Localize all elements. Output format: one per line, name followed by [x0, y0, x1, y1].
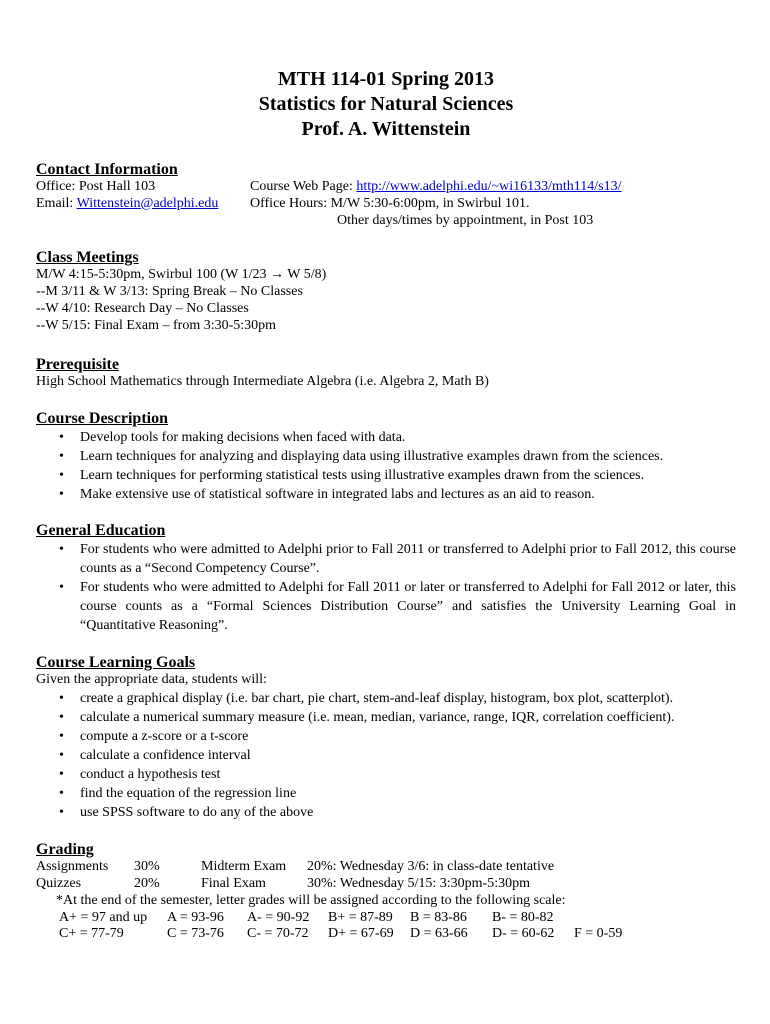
table-cell: [574, 910, 622, 927]
list-item: • calculate a confidence interval: [80, 746, 736, 765]
list-item: • calculate a numerical summary measure (i.e. mean, median, variance, range, IQR, correlation coefficient).: [80, 708, 736, 727]
course-web-link[interactable]: http://www.adelphi.edu/~wi16133/mth114/s13/: [356, 179, 622, 194]
table-row: [36, 859, 554, 876]
list-item: • Learn techniques for performing statistical tests using illustrative examples drawn from the sciences.: [80, 466, 736, 485]
meeting-line: --M 3/11 & W 3/13: Spring Break – No Classes: [36, 284, 303, 300]
table-row: [59, 910, 622, 927]
table-cell: 30%: [134, 859, 160, 875]
table-cell: F = 0-59: [574, 926, 623, 942]
table-cell: 30%: Wednesday 5/15: 3:30pm-5:30pm: [307, 875, 530, 891]
professor-title: Prof. A. Wittenstein: [301, 118, 471, 140]
list-item: • Make extensive use of statistical software in integrated labs and lectures as an aid to reason.: [80, 485, 736, 504]
grading-heading: Grading: [36, 841, 94, 859]
list-item: • use SPSS software to do any of the above: [80, 803, 736, 822]
web-label: Course Web Page:: [250, 179, 357, 194]
goals-heading: Course Learning Goals: [36, 654, 196, 672]
description-section: [36, 409, 736, 504]
meetings-section: [36, 248, 736, 334]
list-item: • conduct a hypothesis test: [80, 765, 736, 784]
table-cell: 20%: [134, 875, 160, 891]
table-cell: Quizzes: [36, 875, 82, 891]
gen-ed-heading: General Education: [36, 522, 166, 540]
table-cell: Midterm Exam: [201, 859, 287, 875]
list-item: • compute a z-score or a t-score: [80, 727, 736, 746]
table-cell: 20%: Wednesday 3/6: in class-date tentative: [307, 859, 555, 875]
web-page-line: [250, 179, 621, 196]
goals-section: [36, 653, 736, 822]
table-row: [59, 926, 622, 943]
table-cell: Final Exam: [201, 875, 266, 891]
table-cell: D = 63-66: [410, 926, 468, 942]
other-hours-text: Other days/times by appointment, in Post 103: [337, 212, 594, 228]
prerequisite-heading: Prerequisite: [36, 355, 119, 373]
table-cell: B- = 80-82: [492, 909, 554, 925]
table-cell: D- = 60-62: [492, 926, 555, 942]
syllabus-page: [36, 0, 736, 943]
table-cell: D+ = 67-69: [328, 926, 394, 942]
gen-ed-section: [36, 521, 736, 635]
email-line: [36, 196, 250, 213]
list-item: • find the equation of the regression line: [80, 784, 736, 803]
goals-intro: Given the appropriate data, students will:: [36, 672, 267, 688]
table-cell: A- = 90-92: [247, 909, 310, 925]
email-link[interactable]: Wittenstein@adelphi.edu: [76, 195, 219, 211]
description-heading: Course Description: [36, 410, 168, 428]
list-item: • Learn techniques for analyzing and displaying data using illustrative examples drawn from the sciences.: [80, 447, 736, 466]
office-text: Office: Post Hall 103: [36, 179, 156, 194]
table-cell: C = 73-76: [167, 926, 224, 942]
contact-section: [36, 160, 736, 229]
table-cell: C+ = 77-79: [59, 926, 124, 942]
document-title: [36, 67, 736, 142]
contact-heading: Contact Information: [36, 161, 178, 178]
email-label: Email:: [36, 195, 77, 211]
grading-note: *At the end of the semester, letter grades will be assigned according to the following scale:: [56, 892, 566, 908]
table-cell: A+ = 97 and up: [59, 909, 148, 925]
table-row: [36, 876, 554, 893]
table-cell: A = 93-96: [167, 909, 224, 925]
list-item: • For students who were admitted to Adelphi for Fall 2011 or later or transferred to Adelphi for Fall 2012 or later, this course counts as a “Formal Sciences Distribution Course” and satisfies the University Learning Goal in “Quantitative Reasoning”.: [80, 578, 736, 635]
meeting-line: --W 5/15: Final Exam – from 3:30-5:30pm: [36, 317, 277, 333]
list-item: • For students who were admitted to Adelphi prior to Fall 2011 or transferred to Adelphi prior to Fall 2012, this course counts as a “Second Competency Course”.: [80, 540, 736, 578]
prerequisite-text: High School Mathematics through Intermediate Algebra (i.e. Algebra 2, Math B): [36, 373, 489, 389]
prerequisite-section: [36, 355, 736, 391]
meetings-heading: Class Meetings: [36, 249, 139, 267]
table-cell: C- = 70-72: [247, 926, 309, 942]
office-hours-text: Office Hours: M/W 5:30-6:00pm, in Swirbul 101.: [250, 195, 530, 211]
meeting-line: --W 4/10: Research Day – No Classes: [36, 300, 249, 316]
grading-weights-table: [36, 859, 554, 893]
grading-section: [36, 840, 736, 943]
list-item: • create a graphical display (i.e. bar chart, pie chart, stem-and-leaf display, histogram, box plot, scatterplot).: [80, 689, 736, 708]
meeting-line: M/W 4:15-5:30pm, Swirbul 100 (W 1/23 → W 5/8): [36, 267, 327, 283]
table-cell: B = 83-86: [410, 909, 467, 925]
table-cell: B+ = 87-89: [328, 909, 393, 925]
grade-scale-table: [59, 910, 622, 944]
table-cell: Assignments: [36, 859, 109, 875]
course-code-title: MTH 114-01 Spring 2013: [277, 68, 495, 90]
course-name-title: Statistics for Natural Sciences: [258, 93, 514, 115]
list-item: • Develop tools for making decisions when faced with data.: [80, 428, 736, 447]
